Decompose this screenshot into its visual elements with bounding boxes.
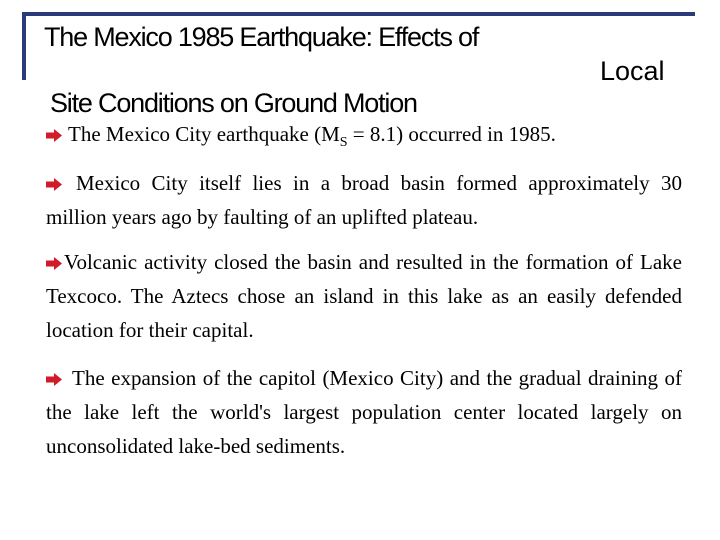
bullet-4-text: The expansion of the capitol (Mexico City) and the gradual draining of the lake left the world's largest population center located largely on unconsolidated lake-bed sediments. [46, 366, 682, 458]
bullet-1-text-before: The Mexico City earthquake (M [68, 122, 340, 146]
bullet-3 [46, 245, 682, 347]
title-line-1: The Mexico 1985 Earthquake: Effects of [44, 22, 479, 52]
title-line-2: Local [600, 56, 665, 86]
bullet-1-subscript: S [339, 135, 348, 151]
bullet-1 [46, 117, 682, 160]
title-frame-left-rule [22, 12, 26, 80]
arrow-bullet-icon [46, 178, 62, 191]
arrow-bullet-icon [46, 129, 62, 142]
bullet-1-text-after: = 8.1) occurred in 1985. [347, 122, 556, 146]
arrow-bullet-icon [46, 257, 62, 270]
bullet-2-text: Mexico City itself lies in a broad basin formed approximately 30 million years ago by faulting of an uplifted plateau. [46, 171, 682, 229]
title-frame-top-rule [22, 12, 695, 16]
bullet-3-text: Volcanic activity closed the basin and resulted in the formation of Lake Texcoco. The Aztecs chose an island in this lake as an easily defended location for their capital. [46, 250, 682, 342]
bullet-2 [46, 166, 682, 234]
bullet-4 [46, 361, 682, 463]
title-line-3: Site Conditions on Ground Motion [50, 88, 417, 118]
arrow-bullet-icon [46, 373, 62, 386]
